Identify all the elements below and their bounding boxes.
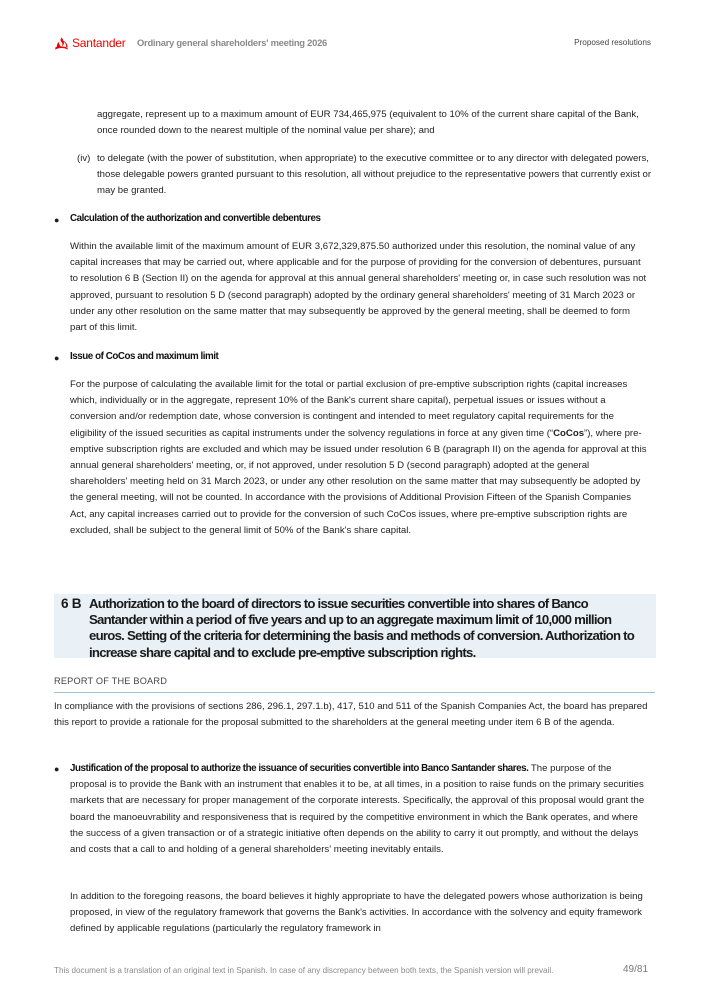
item-iii-continuation: aggregate, represent up to a maximum amount of EUR 734,465,975 (equivalent to 10% of the current share capital of the Bank, once rounded down to the nearest multiple of the nominal value per share); and: [97, 109, 639, 137]
item-number: 6 B: [61, 596, 82, 611]
bullet-icon: ●: [54, 353, 60, 363]
bullet-heading-justification: Justification of the proposal to authorize the issuance of securities convertible into Banco Santander shares.: [70, 763, 529, 774]
paragraph-regulatory: In addition to the foregoing reasons, the board believes it highly appropriate to have the delegated powers whose authorization is being proposed, in view of the regulatory framework that governs the Bank's activities. In accordance with the solvency and equity framework defined by applicable regulations (particularly the regulatory framework in: [70, 891, 643, 935]
cocos-term: CoCos: [553, 427, 585, 439]
paragraph-cocos-part-a: For the purpose of calculating the available limit for the total or partial exclusion of pre-emptive subscription rights (capital increases which, individually or in the aggregate, represent 10% of the Bank's current share capital), perpetual issues or issues without a conversion and/or redemption date, whose conversion is contingent and intended to meet regulatory capital requirements for the eligibility of the issued securities as capital instruments under the solvency regulations in force at any given time (“: [70, 379, 628, 439]
flame-icon: [55, 37, 68, 50]
divider: [54, 692, 655, 693]
paragraph-cocos: [70, 377, 648, 539]
bullet-heading-cocos: Issue of CoCos and maximum limit: [70, 351, 219, 362]
report-intro: In compliance with the provisions of sections 286, 296.1, 297.1.b), 417, 510 and 511 of the Spanish Companies Act, the board has prepared this report to provide a rationale for the proposal submitted to the shareholders at the general meeting under item 6 B of the agenda.: [54, 701, 648, 729]
bullet-heading-calculation: Calculation of the authorization and convertible debentures: [70, 213, 321, 224]
section-title: Proposed resolutions: [574, 38, 651, 47]
document-title: Ordinary general shareholders' meeting 2026: [137, 37, 327, 48]
bullet-icon: ●: [54, 215, 60, 225]
santander-logo: [55, 36, 126, 50]
footer-disclaimer: This document is a translation of an original text in Spanish. In case of any discrepancy between both texts, the Spanish version will prevail.: [54, 966, 554, 975]
justification-text: The purpose of the proposal is to provide the Bank with an instrument that enables it to be, at all times, in a position to raise funds on the primary securities markets that are necessary for proper management of the corporate interests. Specifically, the approval of this proposal would grant the board the manoeuvrability and responsiveness that is required by the competitive environment in which the Bank operates, and where the success of a given transaction or of a strategic initiative often depends on the ability to carry it out promptly, and without the delays and costs that a call to and holding of a general shareholders' meeting inevitably entails.: [70, 763, 645, 856]
paragraph-calculation: Within the available limit of the maximum amount of EUR 3,672,329,875.50 authorized under this resolution, the nominal value of any capital increases that may be carried out, where applicable and for the purpose of providing for the conversion of debentures, pursuant to resolution 6 B (Section II) on the agenda for approval at this annual general shareholders' meeting or, in case such resolution was not approved, pursuant to resolution 5 D (second paragraph) adopted by the ordinary general shareholders' meeting of 31 March 2023 or under any other resolution on the same matter that may subsequently be approved by the general meeting, shall be deemed to form part of this limit.: [70, 241, 647, 334]
paragraph-justification: [70, 761, 648, 858]
bullet-icon: ●: [54, 764, 60, 774]
brand-name: Santander: [72, 36, 126, 50]
report-label: REPORT OF THE BOARD: [54, 676, 168, 686]
paragraph-cocos-part-b: ”), where pre-emptive subscription rights are excluded and which may be issued under resolution 6 B (paragraph II) on the agenda for approval at this annual general shareholders' meeting, or, if not approved, under resolution 5 D (second paragraph) adopted at the general shareholders' meeting held on 31 March 2023, or under any other resolution on the same matter that may subsequently be adopted by the general meeting, will not be counted. In accordance with the provisions of Additional Provision Fifteen of the Spanish Companies Act, any capital increases carried out to provide for the conversion of such CoCos issues, where pre-emptive subscription rights are excluded, shall be subject to the general limit of 50% of the Bank's share capital.: [70, 427, 647, 536]
item-heading-text: Authorization to the board of directors to issue securities convertible into shares of Banco Santander within a period of five years and up to an aggregate maximum limit of 10,000 million euros. Setting of the criteria for determining the basis and methods of conversion. Authorization to increase share capital and to exclude pre-emptive subscription rights.: [89, 596, 635, 660]
page-number: 49/81: [623, 964, 649, 975]
item-iv-marker: (iv): [77, 153, 91, 164]
item-iv-text: to delegate (with the power of substitution, when appropriate) to the executive committee or to any director with delegated powers, those delegable powers granted pursuant to this resolution, all without prejudice to the representative powers that currently exist or may be granted.: [97, 153, 652, 197]
